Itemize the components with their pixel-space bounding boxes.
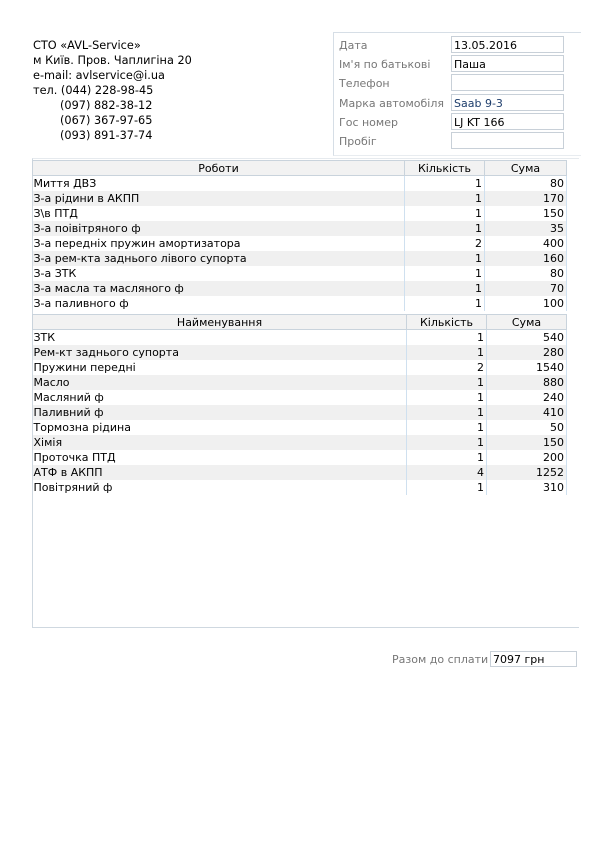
table-row[interactable] [33,360,567,375]
date-row [334,36,582,54]
table-row[interactable] [33,420,567,435]
table-row[interactable] [33,206,567,221]
cell-name: Миття ДВЗ [33,176,405,192]
cell-sum: 160 [485,251,567,266]
company-address: м Київ. Пров. Чаплигіна 20 [33,54,192,67]
cell-qty: 1 [405,206,485,221]
cell-sum: 880 [487,375,567,390]
car-label: Марка автомобіля [339,97,444,110]
cell-name: АТФ в АКПП [33,465,407,480]
company-phone-1: тел. (044) 228-98-45 [33,84,154,97]
parts-body [33,330,567,496]
table-row[interactable] [33,390,567,405]
cell-sum: 240 [487,390,567,405]
cell-name: Проточка ПТД [33,450,407,465]
mileage-field[interactable] [451,132,564,149]
cell-sum: 100 [485,296,567,311]
cell-sum: 400 [485,236,567,251]
table-row[interactable] [33,251,567,266]
cell-name: З-а поівітряного ф [33,221,405,236]
car-row [334,94,582,112]
cell-qty: 1 [405,221,485,236]
plate-field[interactable]: LJ KT 166 [451,113,564,130]
date-field[interactable]: 13.05.2016 [451,36,564,53]
cell-qty: 1 [405,191,485,206]
table-row[interactable] [33,236,567,251]
date-label: Дата [339,39,368,52]
cell-qty: 1 [407,390,487,405]
works-header-name[interactable]: Роботи [33,161,405,176]
cell-qty: 1 [407,375,487,390]
table-row[interactable] [33,176,567,192]
cell-name: Масло [33,375,407,390]
cell-name: З-а рідини в АКПП [33,191,405,206]
cell-name: З\в ПТД [33,206,405,221]
works-body [33,176,567,312]
table-row[interactable] [33,450,567,465]
cell-qty: 1 [407,480,487,495]
table-row[interactable] [33,221,567,236]
table-row[interactable] [33,345,567,360]
table-row[interactable] [33,266,567,281]
works-header-sum[interactable]: Сума [485,161,567,176]
table-row[interactable] [33,480,567,495]
cell-qty: 1 [407,450,487,465]
phone-row [334,74,582,92]
cell-name: З-а ЗТК [33,266,405,281]
plate-label: Гос номер [339,116,398,129]
company-phone-2: (097) 882-38-12 [60,99,153,112]
table-row[interactable] [33,375,567,390]
table-row[interactable] [33,435,567,450]
cell-qty: 1 [405,176,485,192]
cell-name: Повітряний ф [33,480,407,495]
cell-sum: 1540 [487,360,567,375]
cell-sum: 310 [487,480,567,495]
name-label: Ім'я по батькові [339,58,431,71]
company-name: СТО «AVL-Service» [33,39,141,52]
mileage-row [334,132,582,150]
parts-header-qty[interactable]: Кількість [407,315,487,330]
cell-qty: 1 [405,281,485,296]
cell-sum: 80 [485,266,567,281]
cell-name: Пружини передні [33,360,407,375]
cell-qty: 1 [407,330,487,346]
table-row[interactable] [33,281,567,296]
cell-sum: 35 [485,221,567,236]
cell-sum: 200 [487,450,567,465]
works-table [32,160,567,311]
table-row[interactable] [33,405,567,420]
name-field[interactable]: Паша [451,55,564,72]
cell-name: З-а рем-кта заднього лівого супорта [33,251,405,266]
company-info [33,38,192,143]
cell-sum: 280 [487,345,567,360]
cell-sum: 50 [487,420,567,435]
cell-name: Рем-кт заднього супорта [33,345,407,360]
cell-name: З-а паливного ф [33,296,405,311]
cell-sum: 150 [487,435,567,450]
cell-sum: 170 [485,191,567,206]
cell-qty: 1 [405,266,485,281]
table-row[interactable] [33,191,567,206]
plate-row [334,113,582,131]
total-field[interactable]: 7097 грн [490,651,577,667]
phone-field[interactable] [451,74,564,91]
table-row[interactable] [33,330,567,346]
parts-header-name[interactable]: Найменування [33,315,407,330]
cell-name: ЗТК [33,330,407,346]
cell-name: Масляний ф [33,390,407,405]
cell-qty: 1 [407,345,487,360]
cell-sum: 540 [487,330,567,346]
total-label: Разом до сплати [392,653,489,666]
works-header-qty[interactable]: Кількість [405,161,485,176]
phone-label: Телефон [339,77,390,90]
company-phone-3: (067) 367-97-65 [60,114,153,127]
table-row[interactable] [33,465,567,480]
cell-name: Тормозна рідина [33,420,407,435]
cell-name: З-а масла та масляного ф [33,281,405,296]
cell-qty: 1 [407,420,487,435]
name-row [334,55,582,73]
company-email: e-mail: avlservice@i.ua [33,69,165,82]
cell-qty: 2 [405,236,485,251]
cell-sum: 1252 [487,465,567,480]
cell-name: Хімія [33,435,407,450]
cell-name: З-а передніх пружин амортизатора [33,236,405,251]
cell-qty: 1 [407,435,487,450]
parts-header-sum[interactable]: Сума [487,315,567,330]
cell-qty: 1 [405,251,485,266]
cell-sum: 70 [485,281,567,296]
parts-table [32,314,567,495]
cell-sum: 410 [487,405,567,420]
cell-sum: 80 [485,176,567,192]
cell-qty: 2 [407,360,487,375]
company-phone-4: (093) 891-37-74 [60,129,153,142]
cell-qty: 1 [407,405,487,420]
cell-name: Паливний ф [33,405,407,420]
cell-qty: 1 [405,296,485,311]
mileage-label: Пробіг [339,135,377,148]
cell-qty: 4 [407,465,487,480]
cell-sum: 150 [485,206,567,221]
client-info-panel [333,32,581,156]
car-field[interactable]: Saab 9-3 [451,94,564,111]
table-row[interactable] [33,296,567,311]
